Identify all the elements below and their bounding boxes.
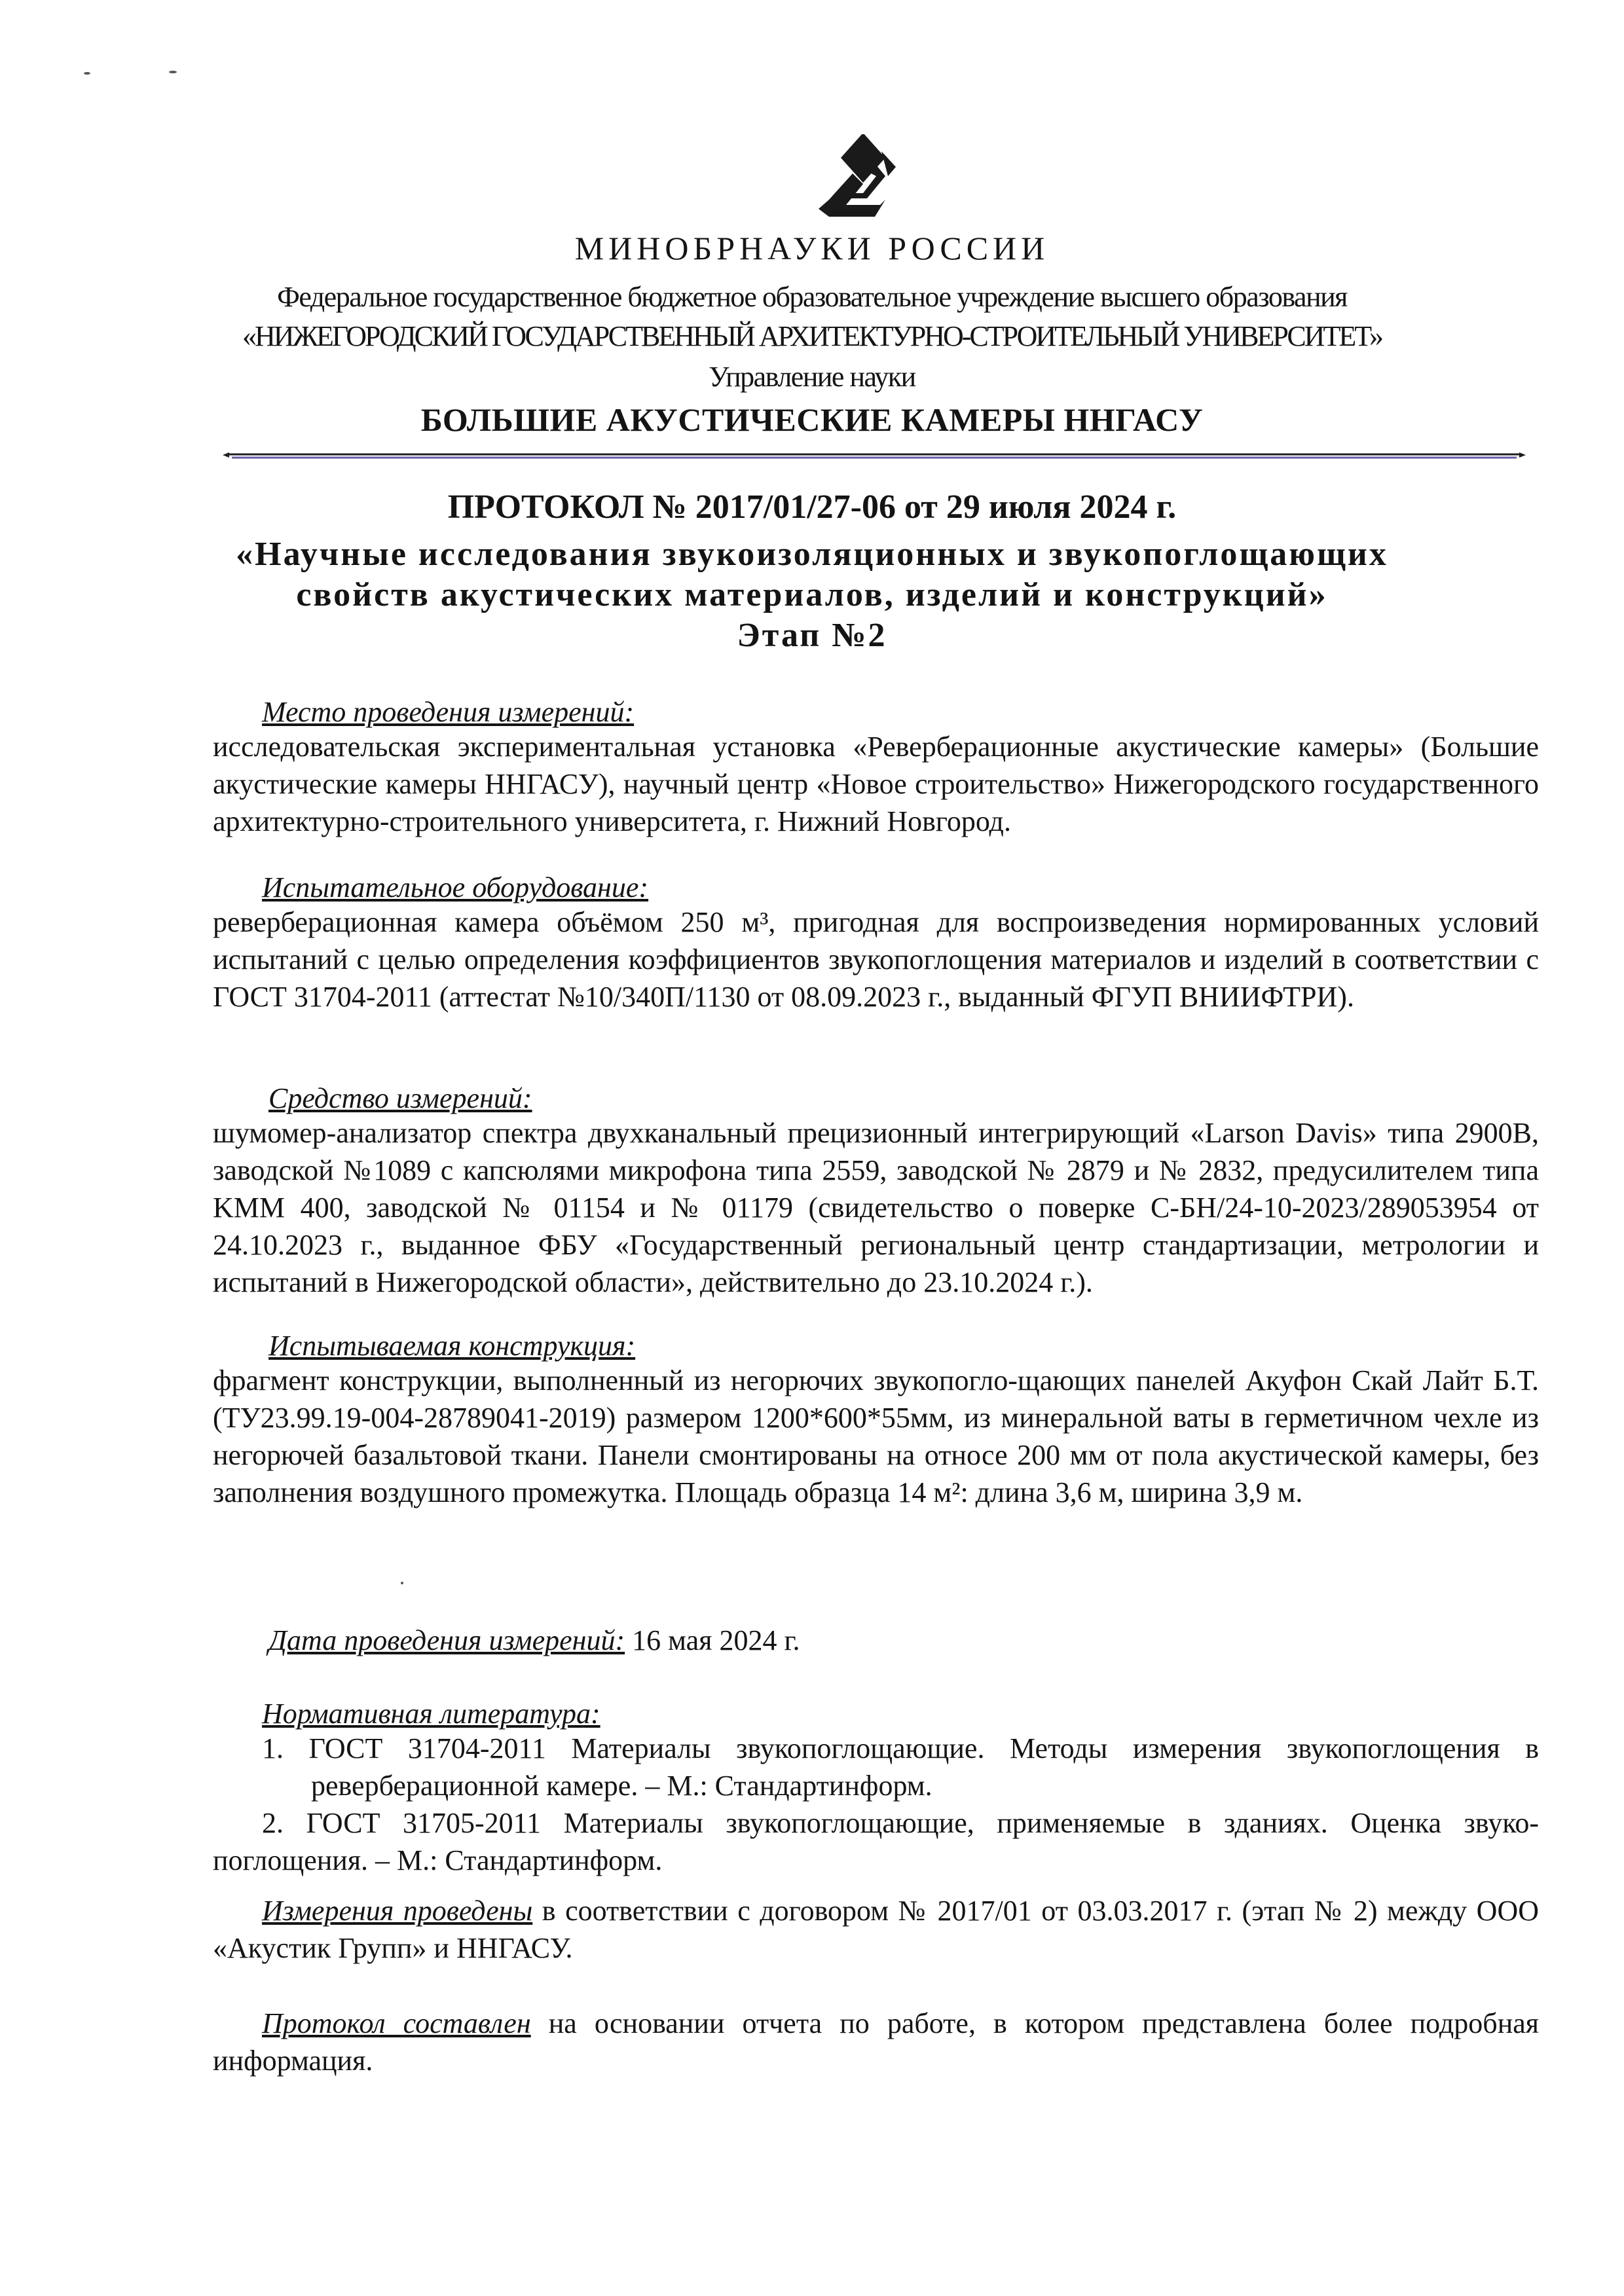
- lab-name: БОЛЬШИЕ АКУСТИЧЕСКИЕ КАМЕРЫ ННГАСУ: [420, 401, 1204, 438]
- specimen-text: фрагмент конструкции, выполненный из негорючих звукопогло-щающих панелей Акуфон Скай Лайт Б.Т. (ТУ23.99.19-004-28789041-2019) размером 1200*600*55мм, из минеральной ваты в герметичном чехле из негорючей базальтовой ткани. Панели смонтированы на относе 200 мм от пола акустической камеры, без заполнения воздушного промежутка. Площадь образца 14 м²: длина 3,6 м, ширина 3,9 м.: [213, 1364, 1539, 1508]
- performed-text: в соответствии с договором № 2017/01 от 03.03.2017 г. (этап № 2) между ООО «Акустик Групп» и ННГАСУ.: [213, 1895, 1540, 1964]
- compiled-text: на основании отчета по работе, в котором представлена более подробная информация.: [213, 2007, 1540, 2077]
- place-label: Место проведения измерений:: [262, 696, 635, 728]
- date-label: Дата проведения измерений:: [268, 1624, 625, 1656]
- literature-list: [213, 1730, 1539, 1879]
- compiled-label: Протокол составлен: [262, 2007, 531, 2039]
- literature-item: 1. ГОСТ 31704-2011 Материалы звукопоглощающие. Методы измерения звукопоглощения в реверберационной камере. – М.: Стандартинформ.: [262, 1732, 1539, 1802]
- scan-speck: [169, 71, 177, 73]
- protocol-subtitle-line2: свойств акустических материалов, изделий и конструкций»: [296, 576, 1328, 613]
- date-value: 16 мая 2024 г.: [632, 1624, 800, 1656]
- header-divider: [223, 446, 1526, 462]
- compiled-paragraph: [213, 2005, 1539, 2079]
- institution-name: «НИЖЕГОРОДСКИЙ ГОСУДАРСТВЕННЫЙ АРХИТЕКТУРНО-СТРОИТЕЛЬНЫЙ УНИВЕРСИТЕТ»: [242, 320, 1382, 352]
- protocol-subtitle-line1: «Научные исследования звукоизоляционных и звукопоглощающих: [236, 536, 1388, 573]
- protocol-subtitle: [0, 534, 1624, 656]
- literature-label: Нормативная литература:: [262, 1698, 600, 1730]
- department-name: Управление науки: [709, 361, 915, 393]
- instrument-text: шумомер-анализатор спектра двухканальный прецизионный интегрирующий «Larson Davis» типа 2900B, заводской №1089 с капсюлями микрофона типа 2559, заводской № 2879 и № 2832, предусилителем типа KMM 400, заводской № 01154 и № 01179 (свидетельство о поверке С-БН/24-10-2023/289053954 от 24.10.2023 г., выданное ФБУ «Государственный региональный центр стандартизации, метрологии и испытаний в Нижегородской области», действительно до 23.10.2024 г.).: [213, 1117, 1539, 1298]
- performed-label: Измерения проведены: [262, 1895, 533, 1927]
- date-row: [268, 1624, 800, 1657]
- ministry-title: МИНОБРНАУКИ РОССИИ: [574, 230, 1050, 266]
- protocol-title: ПРОТОКОЛ № 2017/01/27-06 от 29 июля 2024 г.: [447, 488, 1177, 526]
- place-text: исследовательская экспериментальная установка «Реверберационные акустические камеры» (Большие акустические камеры ННГАСУ), научный центр «Новое строительство» Нижегородского государственного архитектурно-строительного университета, г. Нижний Новгород.: [213, 731, 1539, 837]
- protocol-stage: Этап №2: [737, 617, 887, 654]
- literature-item: 2. ГОСТ 31705-2011 Материалы звукопоглощающие, применяемые в зданиях. Оценка звукопоглощения. – М.: Стандартинформ.: [213, 1807, 1539, 1876]
- specimen-label: Испытываемая конструкция:: [268, 1330, 636, 1362]
- scan-speck: [84, 72, 90, 75]
- instrument-label: Средство измерений:: [268, 1082, 532, 1114]
- scan-speck: [401, 1582, 403, 1584]
- equipment-text: реверберационная камера объёмом 250 м³, пригодная для воспроизведения нормированных условий испытаний с целью определения коэффициентов звукопоглощения материалов и изделий в соответствии с ГОСТ 31704-2011 (аттестат №10/340П/1130 от 08.09.2023 г., выданный ФГУП ВНИИФТРИ).: [213, 906, 1539, 1013]
- institution-type: Федеральное государственное бюджетное образовательное учреждение высшего образования: [277, 281, 1347, 313]
- performed-paragraph: [213, 1892, 1539, 1967]
- equipment-label: Испытательное оборудование:: [262, 871, 649, 903]
